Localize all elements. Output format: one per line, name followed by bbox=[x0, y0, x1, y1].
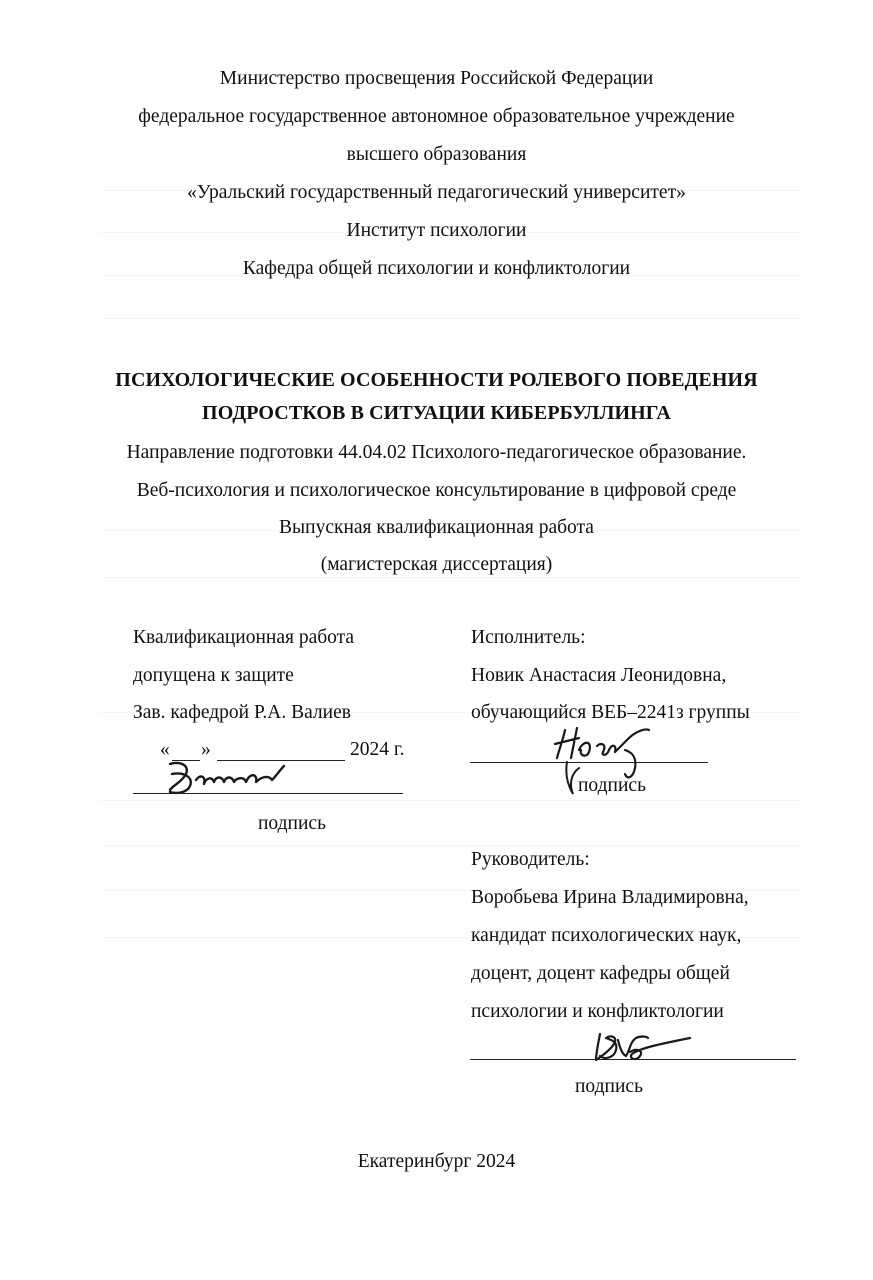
date-year: 2024 г. bbox=[350, 739, 405, 760]
supervisor-position-1: доцент, доцент кафедры общей bbox=[471, 963, 730, 984]
thesis-title-line-2: ПОДРОСТКОВ В СИТУАЦИИ КИБЕРБУЛЛИНГА bbox=[202, 402, 671, 424]
city-year: Екатеринбург 2024 bbox=[357, 1151, 516, 1172]
supervisor-signature-line bbox=[470, 1059, 796, 1060]
work-subtype: (магистерская диссертация) bbox=[320, 554, 553, 575]
institute-name: Институт психологии bbox=[346, 220, 527, 241]
university-name: «Уральский государственный педагогический университет» bbox=[187, 182, 686, 203]
executor-signature-caption: подпись bbox=[578, 775, 646, 796]
program-profile: Веб-психология и психологическое консультирование в цифровой среде bbox=[136, 480, 737, 501]
supervisor-label: Руководитель: bbox=[471, 849, 590, 870]
head-signature-line bbox=[133, 793, 403, 794]
supervisor-position-2: психологии и конфликтологии bbox=[471, 1001, 724, 1022]
program-direction: Направление подготовки 44.04.02 Психолого-педагогическое образование. bbox=[126, 442, 747, 463]
supervisor-signature bbox=[590, 1026, 700, 1066]
admission-line-2: допущена к защите bbox=[133, 665, 294, 686]
date-quote-close: » bbox=[201, 739, 211, 760]
education-level: высшего образования bbox=[346, 144, 527, 165]
executor-group: обучающийся ВЕБ–2241з группы bbox=[471, 702, 750, 723]
date-quote-open: « bbox=[160, 739, 170, 760]
head-of-department: Зав. кафедрой Р.А. Валиев bbox=[133, 702, 351, 723]
head-signature-caption: подпись bbox=[258, 813, 326, 834]
ministry-name: Министерство просвещения Российской Федерации bbox=[219, 68, 654, 89]
executor-signature-line bbox=[470, 762, 708, 763]
department-name: Кафедра общей психологии и конфликтологии bbox=[242, 258, 631, 279]
institution-type: федеральное государственное автономное образовательное учреждение bbox=[138, 106, 735, 127]
supervisor-degree: кандидат психологических наук, bbox=[471, 925, 742, 946]
supervisor-name: Воробьева Ирина Владимировна, bbox=[471, 887, 749, 908]
supervisor-signature-caption: подпись bbox=[575, 1076, 643, 1097]
executor-name: Новик Анастасия Леонидовна, bbox=[471, 665, 727, 686]
work-type: Выпускная квалификационная работа bbox=[279, 517, 594, 538]
admission-line-1: Квалификационная работа bbox=[133, 627, 355, 648]
executor-label: Исполнитель: bbox=[471, 627, 586, 648]
thesis-title-line-1: ПСИХОЛОГИЧЕСКИЕ ОСОБЕННОСТИ РОЛЕВОГО ПОВЕДЕНИЯ bbox=[115, 369, 758, 391]
